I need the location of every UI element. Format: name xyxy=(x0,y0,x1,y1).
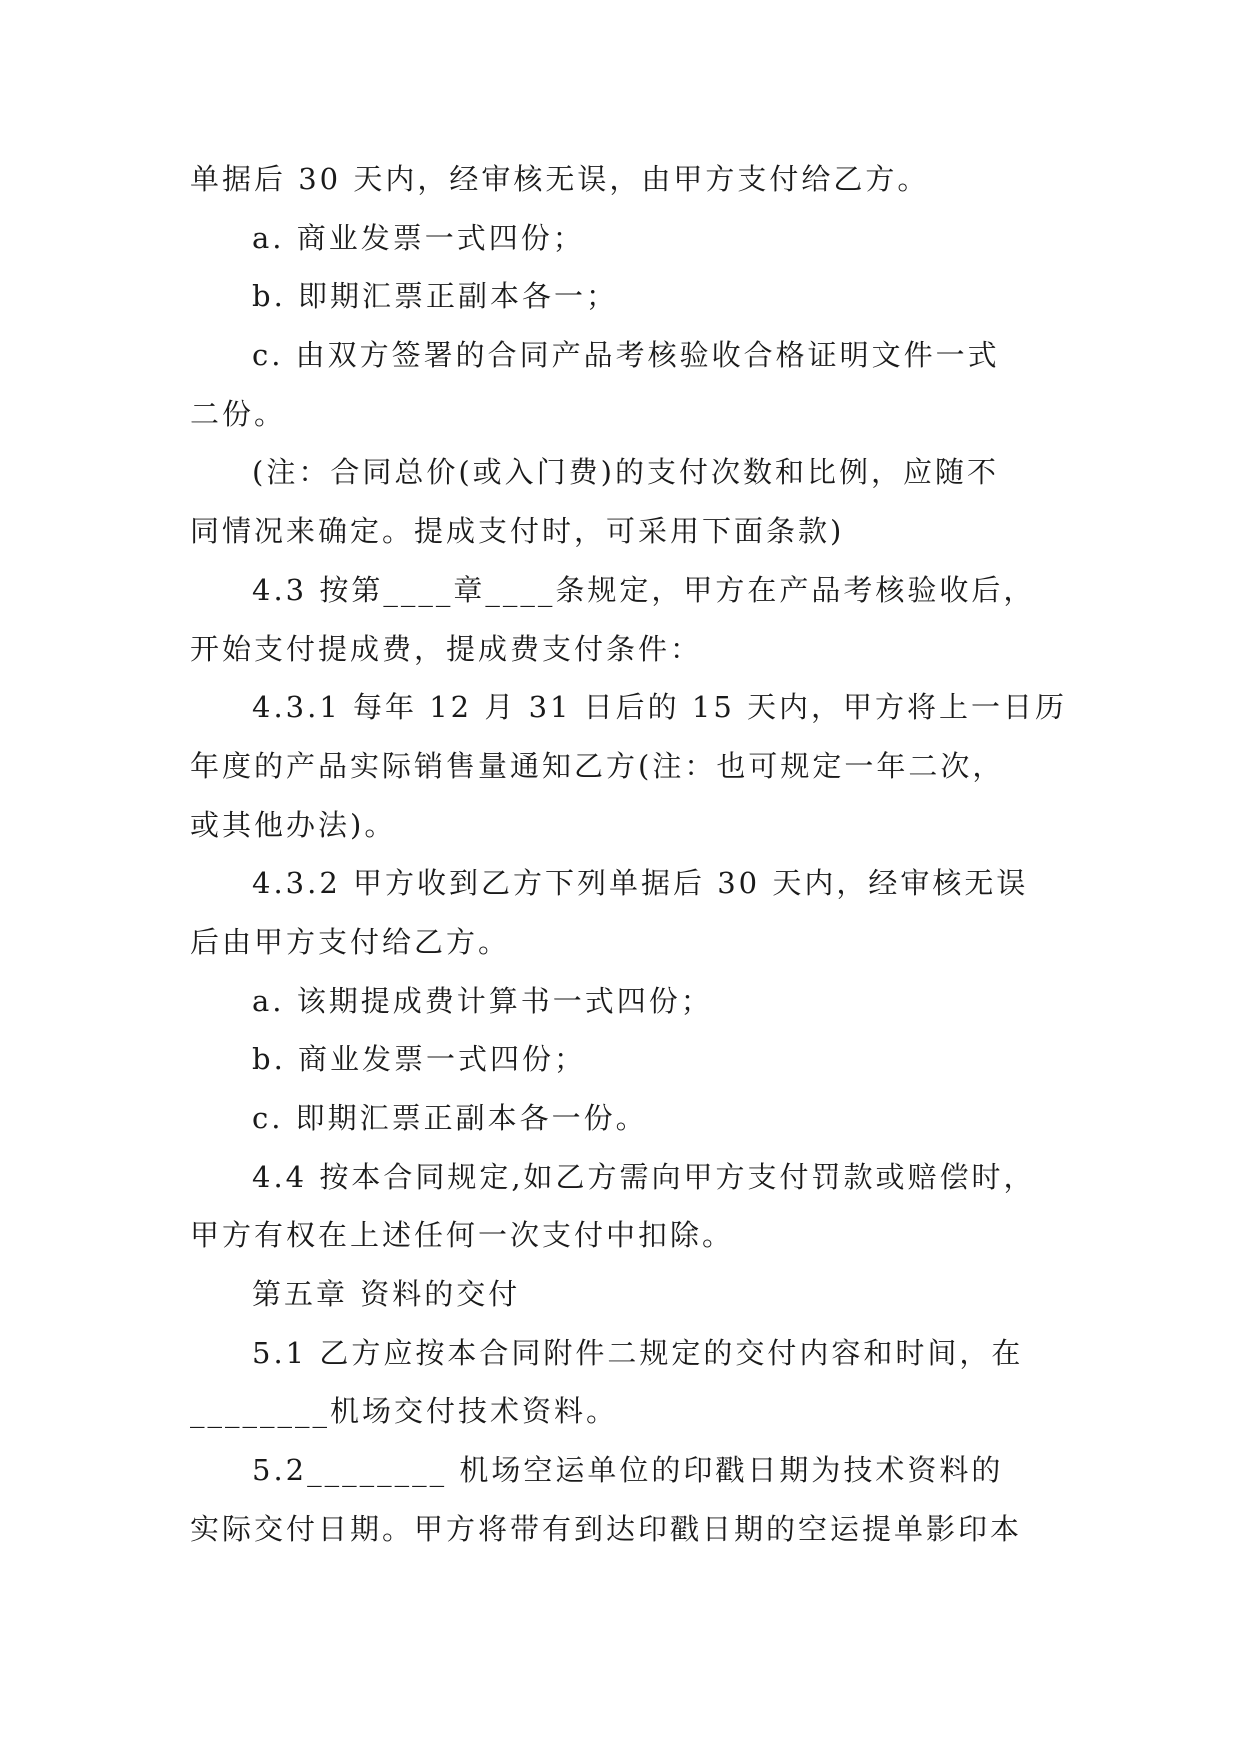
text-line: a. 商业发票一式四份； xyxy=(252,220,585,255)
text-line: (注：合同总价(或入门费)的支付次数和比例，应随不 xyxy=(252,455,999,490)
text-line: 4.4 按本合同规定,如乙方需向甲方支付罚款或赔偿时， xyxy=(252,1159,1036,1194)
text-line: 4.3.1 每年 12 月 31 日后的 15 天内，甲方将上一日历 xyxy=(252,690,1068,725)
document-body xyxy=(190,150,1068,1559)
text-line: 或其他办法)。 xyxy=(190,807,397,842)
text-line: 二份。 xyxy=(190,396,287,431)
text-line: 5.1 乙方应按本合同附件二规定的交付内容和时间，在 xyxy=(252,1335,1024,1370)
text-line: 实际交付日期。甲方将带有到达印戳日期的空运提单影印本 xyxy=(190,1511,1023,1546)
text-line: c. 即期汇票正副本各一份。 xyxy=(252,1101,648,1135)
text-line: 甲方有权在上述任何一次支付中扣除。 xyxy=(190,1218,735,1253)
text-line: 年度的产品实际销售量通知乙方(注：也可规定一年二次， xyxy=(190,748,1005,783)
text-line: 后由甲方支付给乙方。 xyxy=(190,924,511,959)
text-line: 单据后 30 天内，经审核无误，由甲方支付给乙方。 xyxy=(190,162,930,196)
text-line: 4.3.2 甲方收到乙方下列单据后 30 天内，经审核无误 xyxy=(252,866,1029,901)
text-line: 同情况来确定。提成支付时，可采用下面条款) xyxy=(190,514,845,549)
text-line: a. 该期提成费计算书一式四份； xyxy=(252,983,713,1018)
text-line: 开始支付提成费，提成费支付条件： xyxy=(190,631,703,666)
text-line: b. 即期汇票正副本各一； xyxy=(252,279,619,314)
text-line: c. 由双方签署的合同产品考核验收合格证明文件一式 xyxy=(252,338,1000,373)
text-line: 4.3 按第____章____条规定，甲方在产品考核验收后， xyxy=(252,572,1036,607)
chapter-heading: 第五章 资料的交付 xyxy=(252,1277,521,1312)
text-line: 5.2________ 机场空运单位的印戳日期为技术资料的 xyxy=(252,1453,1004,1488)
text-line: b. 商业发票一式四份； xyxy=(252,1042,587,1077)
text-line: ________机场交付技术资料。 xyxy=(190,1394,619,1429)
